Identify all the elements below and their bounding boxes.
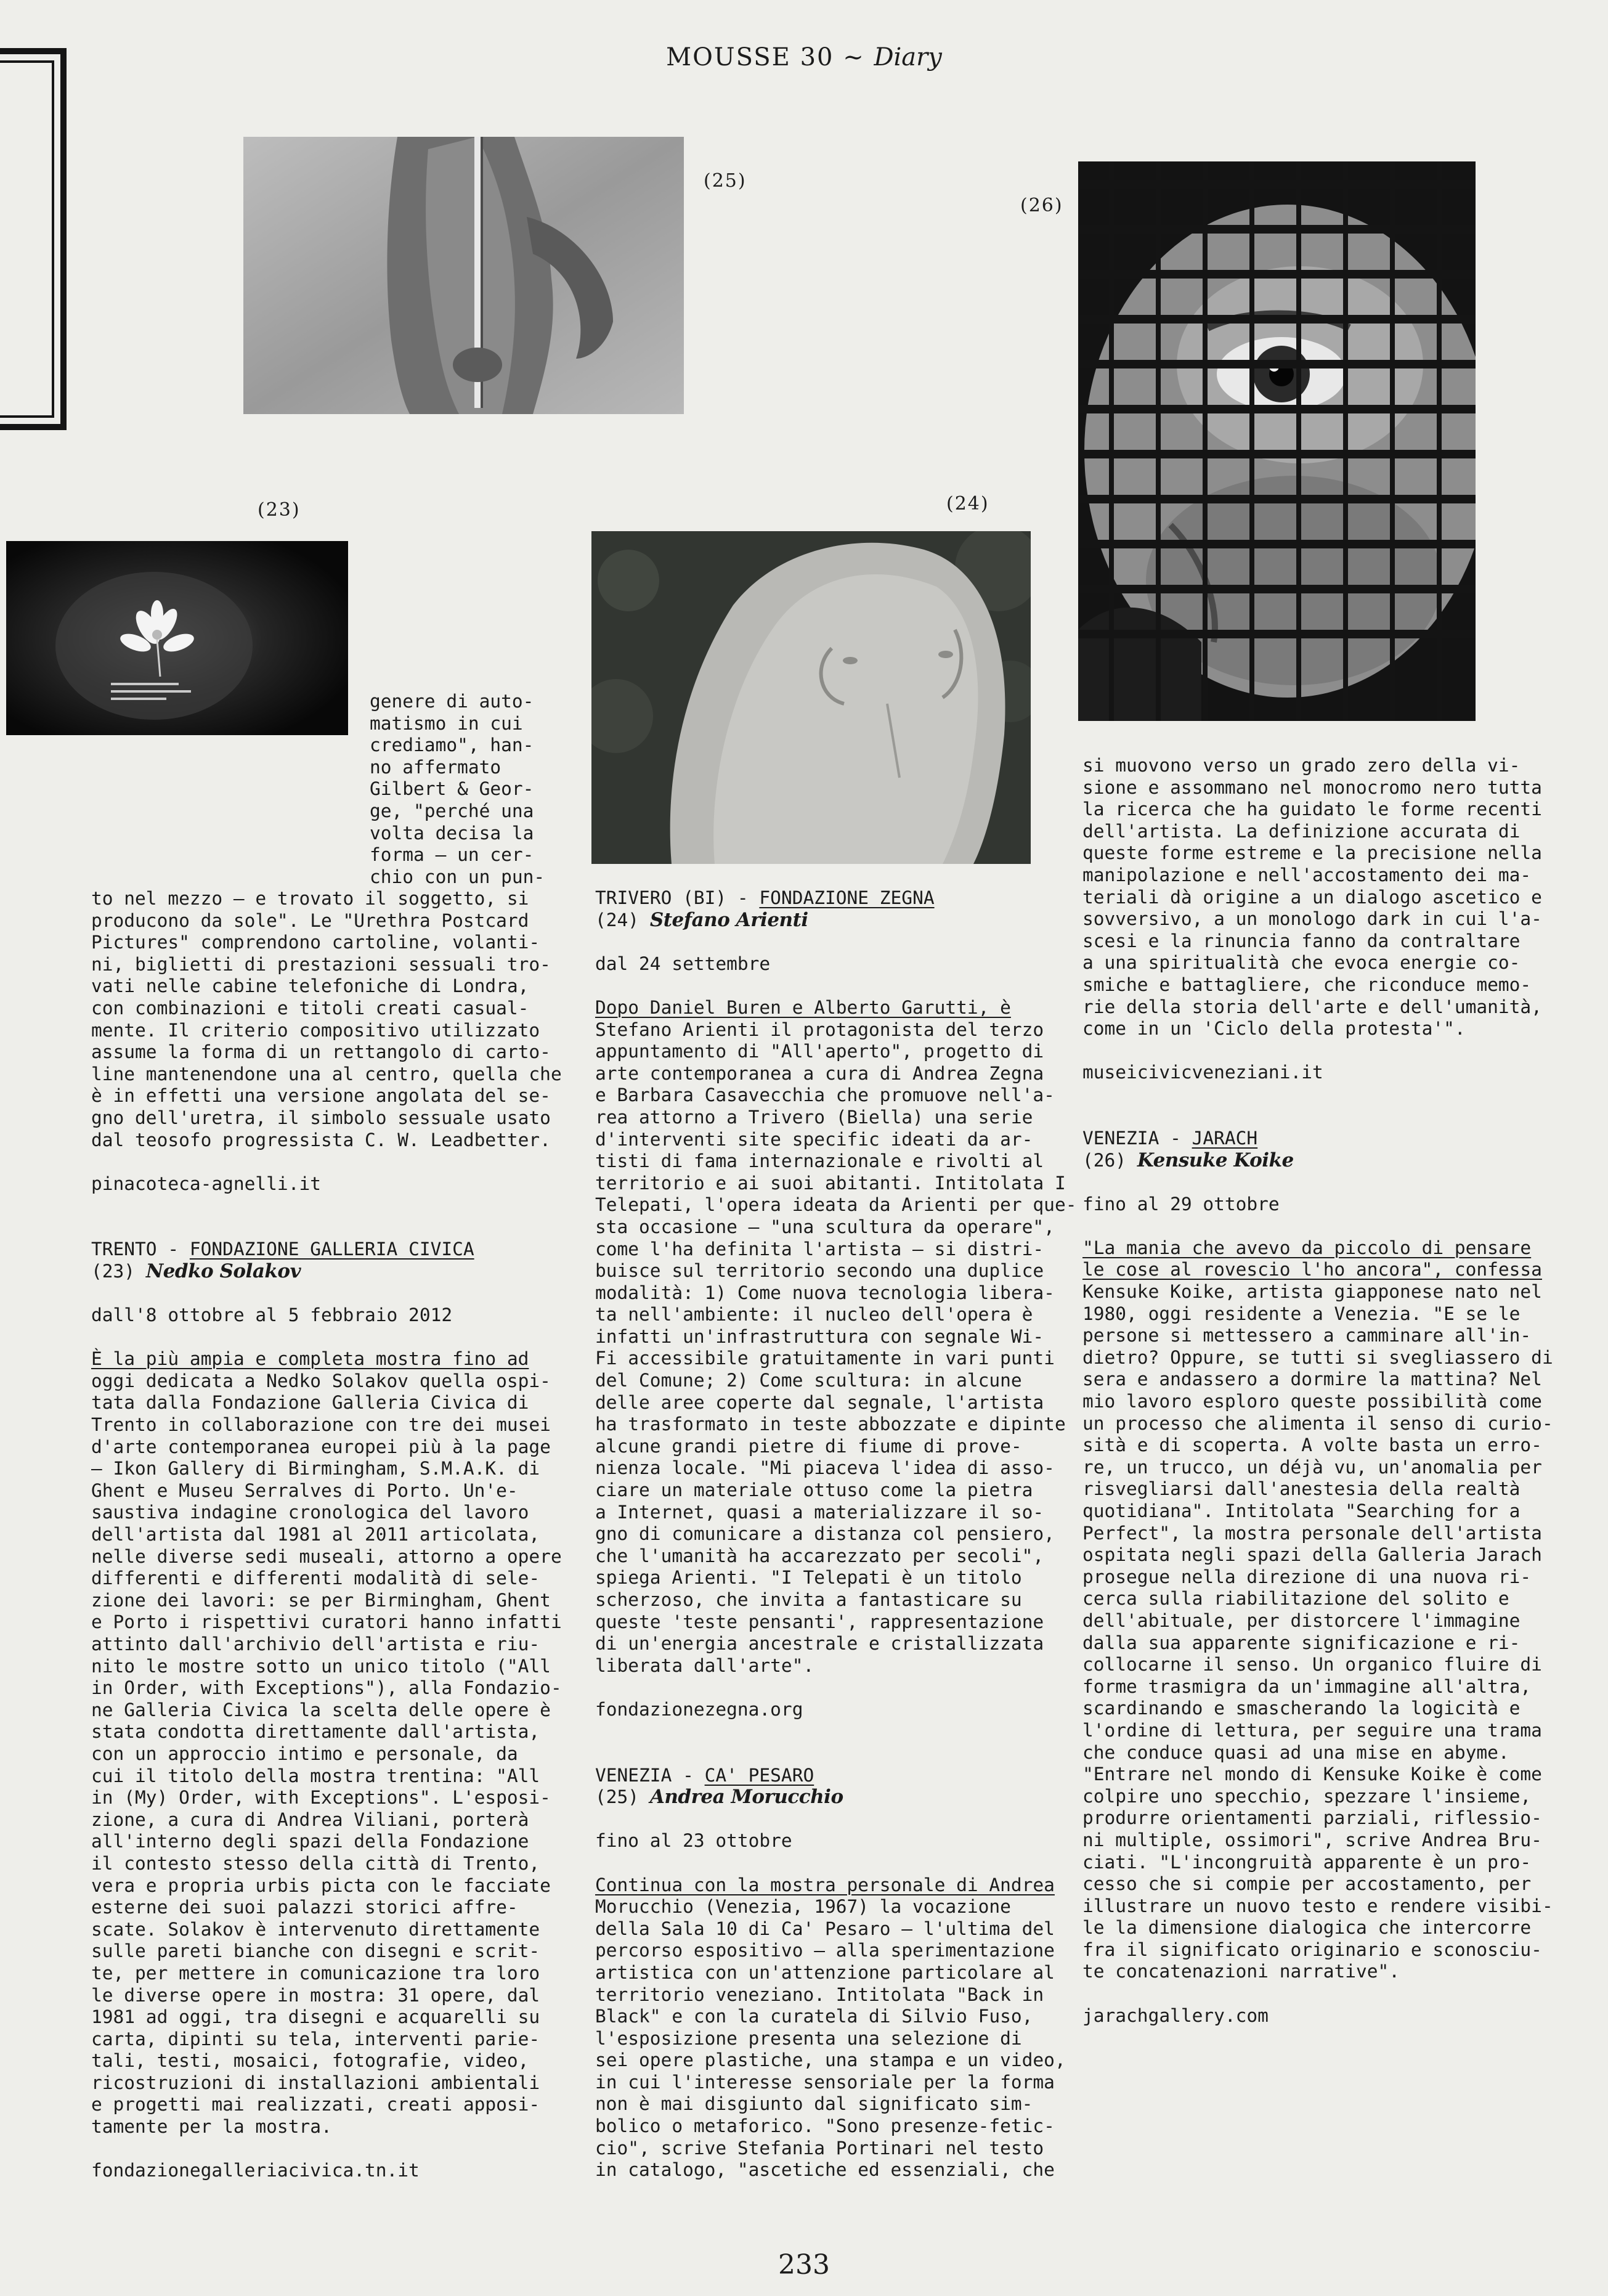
text-line: to nel mezzo — e trovato il soggetto, si	[91, 888, 529, 909]
website-link[interactable]: museicivicveneziani.it	[1082, 1062, 1323, 1083]
photo-figure-23	[6, 541, 348, 735]
venue-city: VENEZIA -	[1082, 1127, 1192, 1149]
text-line: ni, biglietti di prestazioni sessuali tro-	[91, 953, 551, 975]
text-line: cerca sulla riabilitazione del solito e	[1082, 1588, 1509, 1610]
artist-name: Andrea Morucchio	[649, 1786, 843, 1809]
magazine-name: MOUSSE 30	[666, 43, 834, 71]
text-line: ge, "perché una	[370, 800, 534, 821]
column-2	[595, 887, 1076, 2181]
text-line: colpire uno specchio, spezzare l'insieme,	[1082, 1785, 1532, 1807]
text-line: assume la forma di un rettangolo di carto-	[91, 1041, 551, 1063]
venue-name: JARACH	[1192, 1127, 1258, 1149]
text-line: dell'abituale, per distorcere l'immagine	[1082, 1610, 1521, 1631]
text-line: territorio e ai suoi abitanti. Intitolata I	[595, 1172, 1066, 1194]
page-header	[0, 43, 1608, 71]
text-line: "La mania che avevo da piccolo di pensare	[1082, 1237, 1532, 1258]
figure-ref: (23)	[91, 1260, 136, 1282]
text-line: oggi dedicata a Nedko Solakov quella ospi-	[91, 1370, 551, 1391]
exhibition-dates: fino al 23 ottobre	[595, 1830, 792, 1852]
section-name: Diary	[874, 43, 942, 71]
text-line: mente. Il criterio compositivo utilizzato	[91, 1019, 540, 1041]
text-line: ciare un materiale ottuso come la pietra	[595, 1480, 1033, 1501]
text-line: delle aree coperte dal segnale, l'artista	[595, 1391, 1044, 1413]
text-line: crediamo", han-	[370, 735, 534, 756]
text-line: di un'energia ancestrale e cristallizzata	[595, 1633, 1044, 1655]
text-line: e Barbara Casavecchia che promuove nell'a-	[595, 1085, 1055, 1106]
text-line: tata dalla Fondazione Galleria Civica di	[91, 1392, 529, 1414]
text-line: nito le mostre sotto un unico titolo ("All	[91, 1655, 551, 1677]
caption-23: (23)	[258, 499, 301, 521]
text-line: mio lavoro esploro queste possibilità come	[1082, 1391, 1542, 1412]
text-line: te, per mettere in comunicazione tra loro	[91, 1962, 540, 1984]
text-line: scesi e la rinuncia fanno da contraltare	[1082, 930, 1521, 951]
text-line: ha trasformato in teste abbozzate e dipinte	[595, 1414, 1066, 1435]
text-line: Continua con la mostra personale di Andrea	[595, 1874, 1055, 1895]
decorative-frame-inner	[0, 60, 54, 418]
text-line: Ghent e Museu Serralves di Porto. Un'e-	[91, 1480, 518, 1501]
text-line: zione, a cura di Andrea Viliani, porterà	[91, 1809, 529, 1830]
artist-line	[1082, 1150, 1553, 1172]
photo-figure-24	[591, 531, 1031, 864]
text-line: sovversivo, a un monologo dark in cui l'a-	[1082, 908, 1542, 930]
text-line: ta nell'ambiente: il nucleo dell'opera è	[595, 1304, 1033, 1325]
text-line: sta occasione — "una scultura da operare",	[595, 1216, 1055, 1237]
text-line: ospitata negli spazi della Galleria Jarach	[1082, 1544, 1542, 1566]
text-line: – Ikon Gallery di Birmingham, S.M.A.K. di	[91, 1458, 540, 1480]
text-line: percorso espositivo — alla sperimentazione	[595, 1940, 1055, 1961]
text-line: te concatenazioni narrative".	[1082, 1961, 1400, 1982]
text-line: scate. Solakov è intervenuto direttamente	[91, 1918, 540, 1940]
text-line: matismo in cui	[370, 712, 523, 734]
text-line: buisce sul territorio secondo una duplice	[595, 1260, 1044, 1282]
venue-city: VENEZIA -	[595, 1764, 705, 1786]
text-line: un processo che alimenta il senso di curio-	[1082, 1412, 1553, 1434]
venue-city: TRENTO -	[91, 1239, 190, 1260]
venue-name: CA' PESARO	[704, 1764, 814, 1786]
text-line: dalla sua apparente significazione e ri-	[1082, 1632, 1521, 1653]
text-line: liberata dall'arte".	[595, 1655, 814, 1676]
column-1	[91, 888, 562, 2182]
text-line: smiche e battagliere, che riconduce memo-	[1082, 974, 1532, 995]
text-line: re, un trucco, un déjà vu, un'anomalia per	[1082, 1456, 1542, 1478]
text-line: ciati. "L'incongruità apparente è un pro-	[1082, 1851, 1532, 1873]
text-line: le la dimensione dialogica che intercorre	[1082, 1917, 1532, 1939]
text-line: 1980, oggi residente a Venezia. "E se le	[1082, 1303, 1521, 1324]
text-line: sera e andassero a dormire la mattina? Nel	[1082, 1369, 1542, 1390]
figure-ref: (24)	[595, 909, 640, 930]
artist-line	[595, 1786, 1076, 1809]
text-line: scherzoso, che invita a fantasticare su	[595, 1589, 1022, 1610]
text-line: dietro? Oppure, se tutti si svegliassero di	[1082, 1346, 1553, 1368]
text-line: tali, testi, mosaici, fotografie, video,	[91, 2050, 529, 2072]
text-line: saustiva indagine cronologica del lavoro	[91, 1502, 529, 1523]
text-line: chio con un pun-	[370, 866, 545, 887]
text-line: in catalogo, "ascetiche ed essenziali, che	[595, 2159, 1055, 2181]
text-line: queste forme estreme e la precisione nella	[1082, 842, 1542, 864]
text-line: d'interventi site specific ideati da ar-	[595, 1128, 1033, 1150]
text-line: della Sala 10 di Ca' Pesaro — l'ultima del	[595, 1918, 1055, 1939]
text-line: vera e propria urbis picta con le facciate	[91, 1875, 551, 1896]
text-line: cesso che si compie per accostamento, per	[1082, 1873, 1532, 1895]
text-line: teriali dà origine a un dialogo ascetico e	[1082, 886, 1542, 908]
exhibition-dates: dall'8 ottobre al 5 febbraio 2012	[91, 1305, 453, 1326]
website-link[interactable]: fondazionegalleriacivica.tn.it	[91, 2160, 420, 2181]
text-line: collocarne il senso. Un organico fluire di	[1082, 1654, 1542, 1675]
text-line: Morucchio (Venezia, 1967) la vocazione	[595, 1896, 1011, 1918]
text-line: Gilbert & Geor-	[370, 778, 534, 800]
text-line: vati nelle cabine telefoniche di Londra,	[91, 975, 529, 997]
venue-heading	[1082, 1128, 1553, 1150]
text-line: cio", scrive Stefania Portinari nel testo	[595, 2137, 1044, 2159]
text-line: sulle pareti bianche con disegni e scrit-	[91, 1940, 540, 1962]
text-line: all'interno degli spazi della Fondazione	[91, 1831, 529, 1852]
text-line: Trento in collaborazione con tre dei musei	[91, 1414, 551, 1436]
text-line: rie della storia dell'arte e dell'umanità,	[1082, 996, 1542, 1017]
text-line: dell'artista. La definizione accurata di	[1082, 820, 1521, 842]
website-link[interactable]: jarachgallery.com	[1082, 2005, 1269, 2026]
text-line: dal teosofo progressista C. W. Leadbetter.	[91, 1129, 551, 1150]
caption-24: (24)	[946, 493, 989, 515]
text-line: producono da sole". Le "Urethra Postcard	[91, 910, 529, 931]
text-line: ni multiple, ossimori", scrive Andrea Bru-	[1082, 1829, 1542, 1850]
text-line: le diverse opere in mostra: 31 opere, dal	[91, 1984, 540, 2006]
text-line: È la più ampia e completa mostra fino ad	[91, 1348, 529, 1370]
text-line: ricostruzioni di installazioni ambientali	[91, 2072, 540, 2093]
text-line: la ricerca che ha guidato le forme recenti	[1082, 799, 1542, 820]
text-line: differenti e differenti modalità di sele-	[91, 1568, 540, 1589]
text-line: arte contemporanea a cura di Andrea Zegna	[595, 1062, 1044, 1084]
text-line: come in un 'Ciclo della protesta'".	[1082, 1018, 1466, 1040]
text-line: alcune grandi pietre di fiume di prove-	[595, 1435, 1022, 1457]
text-line: nelle diverse sedi museali, attorno a opere	[91, 1545, 562, 1567]
text-line: risvegliarsi dall'anestesia della realtà	[1082, 1478, 1521, 1500]
artist-name: Kensuke Koike	[1137, 1149, 1294, 1171]
text-line: fra il significato originario e sconosciu-	[1082, 1939, 1542, 1960]
figure-ref: (25)	[595, 1786, 640, 1808]
text-line: attinto dall'archivio dell'artista e riu-	[91, 1634, 540, 1655]
exhibition-dates: dal 24 settembre	[595, 953, 771, 974]
venue-heading	[595, 1765, 1076, 1787]
website-link[interactable]: fondazionezegna.org	[595, 1698, 803, 1720]
text-line: che l'umanità ha accarezzato per secoli",	[595, 1545, 1044, 1566]
artist-name: Stefano Arienti	[649, 908, 808, 931]
text-line: del Comune; 2) Come scultura: in alcune	[595, 1370, 1022, 1391]
venue-heading	[595, 887, 1076, 910]
text-line: cui il titolo della mostra trentina: "All	[91, 1765, 540, 1786]
text-line: illustrare un nuovo testo e rendere visibi-	[1082, 1895, 1553, 1916]
artist-line	[595, 910, 1076, 932]
text-line: e Porto i rispettivi curatori hanno infatti	[91, 1611, 562, 1633]
text-line: tamente per la mostra.	[91, 2116, 332, 2138]
text-line: sità e di scoperta. A volte basta un erro-	[1082, 1435, 1542, 1456]
text-line: volta decisa la	[370, 822, 534, 844]
text-line: l'ordine di lettura, per seguire una trama	[1082, 1719, 1542, 1741]
text-line: forme trasmigra da un'immagine all'altra,	[1082, 1675, 1532, 1697]
text-line: zione dei lavori: se per Birmingham, Ghent	[91, 1589, 551, 1611]
artist-name: Nedko Solakov	[145, 1260, 301, 1282]
text-line: sione e assommano nel monocromo nero tutta	[1082, 776, 1542, 798]
text-line: quotidiana". Intitolata "Searching for a	[1082, 1500, 1521, 1521]
text-line: tisti di fama internazionale e rivolti al	[595, 1150, 1044, 1172]
text-line: con un approccio intimo e personale, da	[91, 1743, 518, 1764]
text-line: d'arte contemporanea europei più à la page	[91, 1436, 551, 1457]
text-line: con combinazioni e titoli creati casual-	[91, 997, 529, 1019]
text-line: si muovono verso un grado zero della vi-	[1082, 755, 1521, 776]
text-line: esterne dei suoi palazzi storici affre-	[91, 1897, 518, 1918]
artist-line	[91, 1261, 562, 1283]
text-line: ne Galleria Civica la scelta delle opere è	[91, 1699, 551, 1720]
text-line: scardinando e smascherando la logicità e	[1082, 1698, 1521, 1719]
text-line: sei opere plastiche, una stampa e un video,	[595, 2050, 1066, 2071]
text-line: dell'artista dal 1981 al 2011 articolata,	[91, 1524, 540, 1545]
text-line: in (My) Order, with Exceptions". L'esposi-	[91, 1787, 551, 1809]
text-line: Dopo Daniel Buren e Alberto Garutti, è	[595, 996, 1011, 1018]
venue-city: TRIVERO (BI) -	[595, 887, 760, 908]
text-line: Telepati, l'opera ideata da Arienti per que-	[595, 1194, 1077, 1216]
column-3	[1082, 755, 1553, 2027]
text-line: Stefano Arienti il protagonista del terzo	[595, 1019, 1044, 1040]
text-line: in cui l'interesse sensoriale per la forma	[595, 2071, 1055, 2093]
text-line: in Order, with Exceptions"), alla Fondazio-	[91, 1677, 562, 1699]
text-line: persone si mettessero a camminare all'in-	[1082, 1325, 1532, 1346]
text-line: è in effetti una versione angolata del se-	[91, 1085, 551, 1107]
text-line: Pictures" comprendono cartoline, volanti-	[91, 932, 540, 953]
text-line: Kensuke Koike, artista giapponese nato nel	[1082, 1281, 1542, 1303]
text-line: stata condotta direttamente dall'artista,	[91, 1721, 540, 1743]
text-line: spiega Arienti. "I Telepati è un titolo	[595, 1567, 1022, 1589]
exhibition-dates: fino al 29 ottobre	[1082, 1193, 1280, 1215]
text-line: territorio veneziano. Intitolata "Back in	[595, 1984, 1044, 2005]
text-line: che conduce quasi ad una mise en abyme.	[1082, 1741, 1509, 1763]
photo-figure-25	[243, 137, 684, 414]
venue-heading	[91, 1239, 562, 1261]
text-line: il contesto stesso della città di Trento,	[91, 1852, 540, 1874]
text-line: genere di auto-	[370, 691, 534, 712]
text-line: Perfect", la mostra personale dell'artista	[1082, 1522, 1542, 1544]
caption-25: (25)	[704, 170, 747, 192]
text-line: "Entrare nel mondo di Kensuke Koike è come	[1082, 1764, 1542, 1785]
text-line: gno di comunicare a distanza col pensiero,	[595, 1523, 1055, 1545]
text-line: no affermato	[370, 756, 501, 778]
text-line: modalità: 1) Come nuova tecnologia libera-	[595, 1282, 1055, 1303]
text-line: prosegue nella direzione di una nuova ri-	[1082, 1566, 1532, 1587]
text-line: gno dell'uretra, il simbolo sessuale usato	[91, 1107, 551, 1128]
text-line: infatti un'infrastruttura con segnale Wi-	[595, 1325, 1044, 1347]
text-line: line mantenendone una al centro, quella che	[91, 1063, 562, 1085]
text-line: Black" e con la curatela di Silvio Fuso,	[595, 2006, 1033, 2027]
text-line: 1981 ad oggi, tra disegni e acquarelli su	[91, 2006, 540, 2028]
text-line: l'esposizione presenta una selezione di	[595, 2027, 1022, 2049]
text-line: artistica con un'attenzione particolare al	[595, 1961, 1055, 1983]
text-line: le cose al rovescio l'ho ancora", confessa	[1082, 1259, 1542, 1280]
venue-name: FONDAZIONE ZEGNA	[759, 887, 935, 908]
text-line: a Internet, quasi a materializzare il so-	[595, 1501, 1044, 1523]
text-line: nienza locale. "Mi piaceva l'idea di asso-	[595, 1457, 1055, 1479]
text-line: a una spiritualità che evoca energie co-	[1082, 952, 1521, 974]
page-number: 233	[778, 2249, 830, 2281]
text-line: bolico o metaforico. "Sono presenze-fetic-	[595, 2115, 1055, 2137]
photo-figure-26	[1078, 161, 1476, 721]
column-1-intro	[370, 691, 545, 888]
text-line: non è mai disgiunto dal significato sim-	[595, 2093, 1033, 2115]
text-line: e progetti mai realizzati, creati apposi-	[91, 2094, 540, 2115]
venue-name: FONDAZIONE GALLERIA CIVICA	[189, 1239, 474, 1260]
text-line: forma — un cer-	[370, 844, 534, 866]
text-line: produrre orientamenti parziali, riflessio-	[1082, 1807, 1542, 1829]
caption-26: (26)	[1020, 195, 1063, 216]
header-separator: ~	[843, 43, 865, 71]
text-line: carta, dipinti su tela, interventi parie-	[91, 2028, 540, 2050]
text-line: come l'ha definita l'artista — si distri-	[595, 1238, 1044, 1260]
website-link[interactable]: pinacoteca-agnelli.it	[91, 1173, 321, 1194]
text-line: manipolazione e nell'accostamento dei ma-	[1082, 864, 1532, 885]
figure-ref: (26)	[1082, 1149, 1127, 1171]
text-line: rea attorno a Trivero (Biella) una serie	[595, 1106, 1033, 1128]
text-line: queste 'teste pensanti', rappresentazione	[595, 1611, 1044, 1632]
text-line: Fi accessibile gratuitamente in vari punti	[595, 1348, 1055, 1369]
text-line: appuntamento di "All'aperto", progetto di	[595, 1041, 1044, 1062]
